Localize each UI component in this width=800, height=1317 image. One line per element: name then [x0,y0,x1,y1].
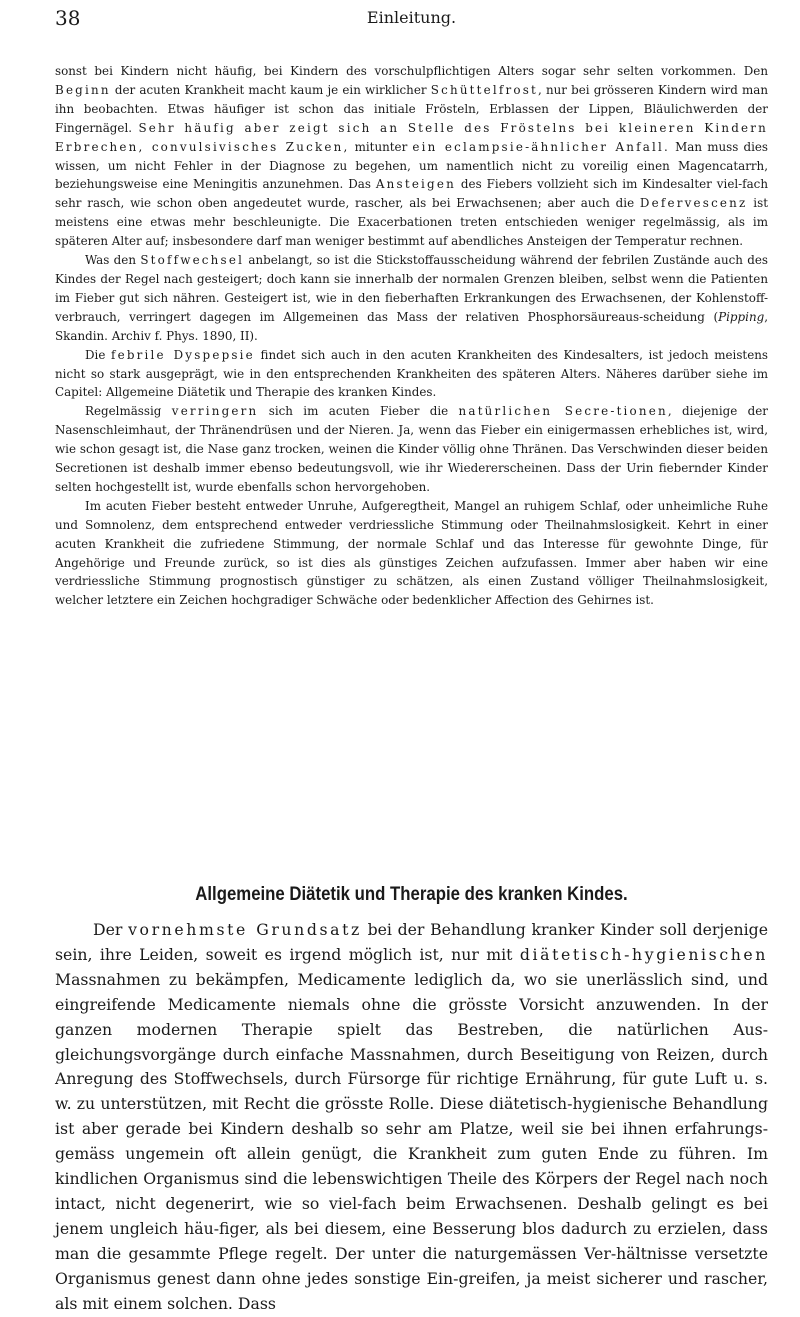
text-run: findet sich auch in den acuten Krankheiten des Kindesalters, ist jedoch meistens nicht so stark ausgeprägt, wie in den entsprechenden Krankheiten des späteren Alters. Näheres darüber siehe im Capitel: Allgemeine Diätetik und Therapie des kranken Kindes. [55,347,768,400]
text-run: des Fiebers vollzieht sich im Kindesalter viel-fach sehr rasch, wie schon oben angedeutet wurde, rascher, als bei Erwachsenen; aber auch die [55,177,768,211]
section-heading: Allgemeine Diätetik und Therapie des kranken Kindes. [195,883,628,905]
small-print-body [55,62,768,610]
page-number: 38 [55,6,81,30]
text-run: , diejenige der Nasenschleimhaut, der Thränendrüsen und der Nieren. Ja, wenn das Fieber ein einigermassen erhebliches ist, wird, wie schon gesagt ist, die Nase ganz trocken, weinen die Kinder völlig ohne Thränen. Das Verschwinden dieser beiden Secretionen ist deshalb immer ebenso bedeutungsvoll, wie ihr Wiedererscheinen. Dass der Urin fiebernder Kinder selten hochgestellt ist, wurde ebenfalls schon hervorgehoben. [55,404,768,494]
emphasis-spaced: vornehmste Grundsatz [128,920,362,939]
paragraph [55,497,768,610]
text-run: bei der Behandlung kranker Kinder soll derjenige sein, ihre Leiden, soweit es irgend möglich ist, nur mit [55,920,768,964]
text-run: Massnahmen zu bekämpfen, Medicamente lediglich da, wo sie unerlässlich sind, und eingreifende Medicamente niemals ohne die grösste Vorsicht anzuwenden. In der ganzen modernen Therapie spielt das Bestreben, die natürlichen Aus-gleichungsvorgänge durch einfache Massnahmen, durch Beseitigung von Reizen, durch Anregung des Stoffwechsels, durch Fürsorge für richtige Ernährung, für gute Luft u. s. w. zu unterstützen, mit Recht die grösste Rolle. Diese diätetisch-hygienische Behandlung ist aber gerade bei Kindern deshalb so sehr am Platze, weil sie bei ihnen erfahrungs-gemäss ungemein oft allein genügt, die Krankheit zum guten Ende zu führen. Im kindlichen Organismus sind die lebenswichtigen Theile des Körpers der Regel nach noch intact, nicht degenerirt, wie so viel-fach beim Erwachsenen. Deshalb gelingt es bei jenem ungleich häu-figer, als bei diesem, eine Besserung blos dadurch zu erzielen, dass man die gesammte Pflege regelt. Der unter die naturgemässen Ver-hältnisse versetzte Organismus genest dann ohne jedes sonstige Ein-greifen, ja meist sicherer und rascher, als mit einem solchen. Dass [55,969,768,1313]
text-run: sich im acuten Fieber die [258,404,459,419]
paragraph [55,251,768,346]
emphasis-spaced: Ansteigen [375,177,456,192]
large-print-body [55,918,768,1317]
paragraph [55,346,768,403]
running-title: Einleitung. [366,8,457,27]
text-run: mitunter [349,139,413,154]
emphasis-spaced: Schüttelfrost [430,82,538,97]
text-run: Was den [85,253,141,268]
page-header [55,6,768,36]
text-run: anbelangt, so ist die Stickstoffausscheidung während der febrilen Zustände auch des Kindes der Regel nach gesteigert; doch kann sie innerhalb der normalen Grenzen bleiben, selbst wenn die Patienten im Fieber gut sich nähren. Gesteigert ist, wie in den fieberhaften Erkrankungen des Erwachsenen, der Kohlenstoff-verbrauch, verringert dagegen im Allgemeinen das Mass der relativen Phosphorsäureaus-scheidung ( [55,253,769,324]
text-run: Man muss dies wissen, um nicht Fehler in der Diagnose zu begehen, um namentlich nicht zu voreilig einen Magencatarrh, beziehungsweise eine Meningitis anzunehmen. Das [55,139,769,192]
text-run: Der [93,920,129,939]
emphasis-spaced: Stoffwechsel [140,253,245,268]
text-run: der acuten Krankheit macht kaum je ein wirklicher [110,82,431,97]
emphasis-spaced: febrile Dyspepsie [110,347,255,362]
paragraph [55,918,768,1317]
text-run: Regelmässig [85,404,172,419]
paragraph [55,402,768,497]
emphasis-spaced: Sehr häufig aber zeigt sich an Stelle des Fröstelns bei kleineren Kindern Erbrechen, convulsivisches Zucken, [55,120,768,154]
text-run: , Skandin. Archiv f. Phys. 1890, II). [55,309,768,343]
text-run: , nur bei grösseren Kindern wird man ihn beobachten. Etwas häufiger ist schon das initiale Frösteln, Erblassen der Lippen, Bläulichwerden der Fingernägel. [55,82,768,135]
text-run: ist meistens eine etwas mehr beschleunigte. Die Exacerbationen treten entschieden weniger regelmässig, als im späteren Alter auf; insbesondere darf man weniger bestimmt auf abendliches Ansteigen der Temperatur rechnen. [55,196,768,249]
emphasis-spaced: ein eclampsie-ähnlicher Anfall. [412,139,670,154]
emphasis-spaced: verringern [171,404,259,419]
emphasis-spaced: Beginn [55,82,111,97]
text-run: Im acuten Fieber besteht entweder Unruhe, Aufgeregtheit, Mangel an ruhigem Schlaf, oder unheimliche Ruhe und Somnolenz, dem entsprechend entweder verdriessliche Stimmung oder Theilnahmslosigkeit. Kehrt in einer acuten Krankheit die zufriedene Stimmung, der normale Schlaf und das Interesse für gewohnte Dinge, für Angehörige und Freunde zurück, so ist dies als günstiges Zeichen aufzufassen. Immer aber haben wir eine verdriessliche Stimmung prognostisch günstiger zu schätzen, als einen Zustand völliger Theilnahmslosigkeit, welcher letztere ein Zeichen hochgradiger Schwäche oder bedenklicher Affection des Gehirnes ist. [55,498,768,608]
paragraph [55,62,768,251]
text-run: sonst bei Kindern nicht häufig, bei Kindern des vorschulpflichtigen Alters sogar sehr selten vorkommen. Den [55,64,768,78]
emphasis-spaced: natürlichen Secre-tionen [458,404,668,419]
emphasis-italic: Pipping [718,309,765,324]
emphasis-spaced: Defervescenz [639,196,748,211]
text-run: Die [85,347,111,362]
emphasis-spaced: diätetisch-hygienischen [519,944,768,964]
